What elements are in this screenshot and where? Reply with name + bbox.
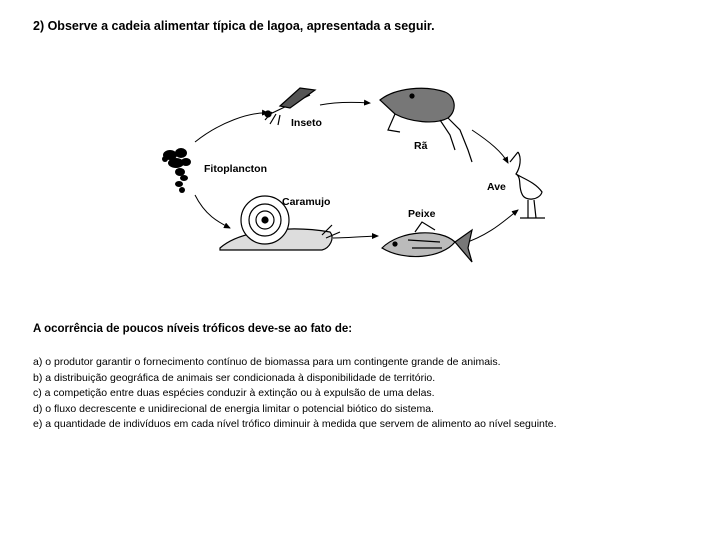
option-a: a) o produtor garantir o fornecimento contínuo de biomassa para um contingente grande de animais. <box>33 356 501 368</box>
answer-options <box>33 355 557 433</box>
label-fitoplancton: Fitoplancton <box>204 163 267 175</box>
food-chain-drawing <box>150 70 560 285</box>
fitoplancton-drawing <box>162 148 191 193</box>
arrow-ra-to-ave <box>472 130 508 163</box>
ave-drawing <box>510 152 545 218</box>
label-ave: Ave <box>487 181 506 193</box>
arrow-caramujo-to-peixe <box>333 236 378 238</box>
label-ra: Rã <box>414 140 428 152</box>
option-b: b) a distribuição geográfica de animais ser condicionada à disponibilidade de território. <box>33 371 436 384</box>
peixe-drawing <box>382 222 472 262</box>
question-prompt: A ocorrência de poucos níveis tróficos deve-se ao fato de: <box>33 323 353 335</box>
question-title: 2) Observe a cadeia alimentar típica de lagoa, apresentada a seguir. <box>33 19 435 33</box>
arrow-inseto-to-ra <box>320 102 370 105</box>
label-peixe: Peixe <box>408 208 436 220</box>
arrow-fitoplancton-to-caramujo <box>195 195 230 228</box>
option-c: c) a competição entre duas espécies conduzir à extinção ou à expulsão de uma delas. <box>33 387 435 400</box>
label-caramujo: Caramujo <box>282 196 331 208</box>
option-e: e) a quantidade de indivíduos em cada nível trófico diminuir à medida que servem de alimento ao nível seguinte. <box>33 418 557 431</box>
food-chain-diagram <box>150 70 560 285</box>
arrow-fitoplancton-to-inseto <box>195 113 268 142</box>
label-inseto: Inseto <box>291 117 322 129</box>
option-d: d) o fluxo decrescente e unidirecional de energia limitar o potencial biótico do sistema. <box>33 402 434 415</box>
